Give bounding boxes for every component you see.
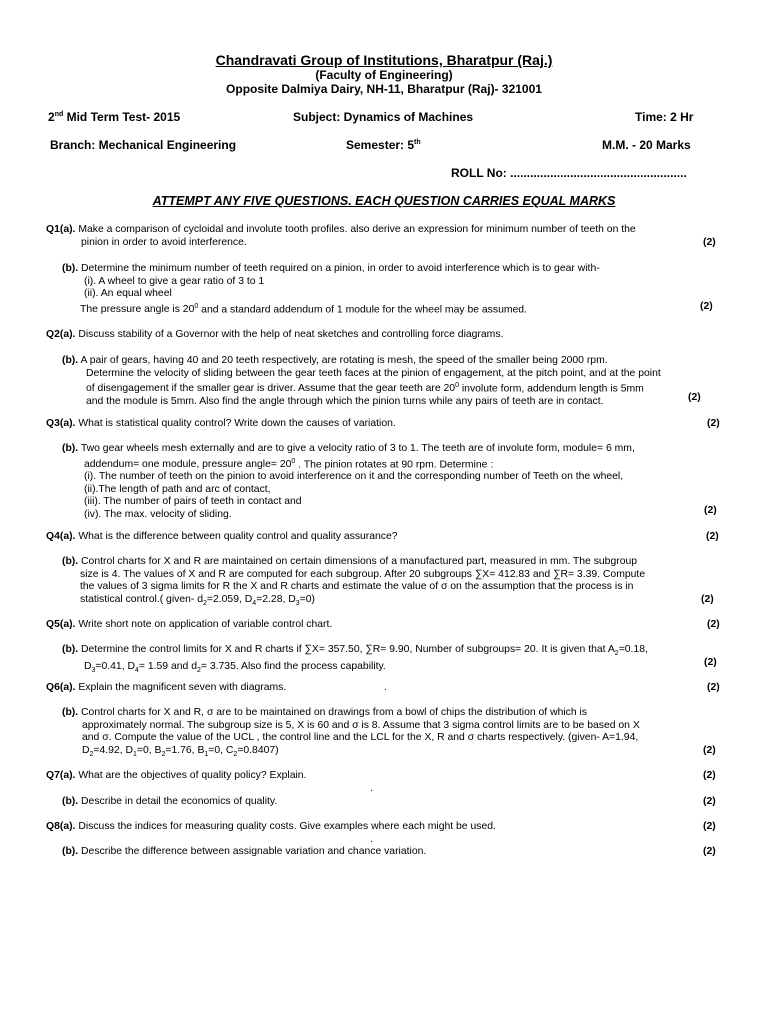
- question-q1b: (b). Determine the minimum number of teeth required on a pinion, in order to avoid interference which is to gear with- (i). A wheel to give a gear ratio of 3 to 1 (ii). An equal wheel The pressure angle is $20^0$ and a standard addendum of 1 module for the wheel may be assumed.: [62, 263, 600, 315]
- branch: Branch: Mechanical Engineering: [50, 138, 237, 152]
- marks: (2): [706, 531, 719, 542]
- marks: (2): [704, 657, 717, 668]
- stray-dot: .: [384, 682, 387, 693]
- marks: (2): [703, 846, 716, 857]
- question-q4b: (b). Control charts for X and R are maintained on certain dimensions of a manufactured part, measured in mm. The subgroup size is 4. The values of X and R are computed for each subgroup. After 20 subgroups ∑X= 412.83 and ∑R= 3.39. Compute the values of 3 sigma limits for R the X and R charts and estimate the value of σ on the assumption that the process is in statistical control.( given- $d_2=2.059$, $D_4=2.28$, $D_3=0$): [62, 556, 646, 607]
- question-q8a: Q8(a). Discuss the indices for measuring quality costs. Give examples where each might be used.: [46, 821, 496, 832]
- marks: (2): [703, 796, 716, 807]
- stray-dot: .: [370, 783, 373, 794]
- question-q1a: Q1(a). Make a comparison of cycloidal and involute tooth profiles. also derive an expression for minimum number of teeth on the pinion in order to avoid interference.: [46, 224, 636, 248]
- question-q2a: Q2(a). Discuss stability of a Governor with the help of neat sketches and controlling force diagrams.: [46, 329, 504, 340]
- instruction: ATTEMPT ANY FIVE QUESTIONS. EACH QUESTION CARRIES EQUAL MARKS: [152, 194, 616, 208]
- question-q2b: (b). A pair of gears, having 40 and 20 teeth respectively, are rotating is mesh, the speed of the smaller being 2000 rpm. Determine the velocity of sliding between the gear teeth faces at the pinion of engagement, at the pitch point, and at the point of disengagement if the smaller gear is driver. Assume that the gear teeth are $20^0$ involute form, addendum length is 5mm and the module is 5mm. Also find the angle through which the pinion turns while any pairs of teeth are in contact.: [62, 355, 661, 407]
- question-q3b: (b). Two gear wheels mesh externally and are to give a velocity ratio of 3 to 1. The teeth are of involute form, module= 6 mm, addendum= one module, pressure angle= $20^0$ . The pinion rotates at 90 rpm. Determine : (i). The number of teeth on the pinion to avoid interference on it and the corresponding number of Teeth on the wheel, (ii).The length of path and arc of contact, (iii). The number of pairs of teeth in contact and (iv). The max. velocity of sliding.: [62, 443, 635, 520]
- time: Time: 2 Hr: [635, 110, 694, 124]
- subject: Subject: Dynamics of Machines: [293, 110, 474, 124]
- question-q7a: Q7(a). What are the objectives of quality policy? Explain.: [46, 770, 307, 781]
- address-line: Opposite Dalmiya Dairy, NH-11, Bharatpur (Raj)- 321001: [226, 82, 542, 96]
- stray-dot: .: [370, 834, 373, 845]
- marks: (2): [707, 619, 720, 630]
- marks: (2): [704, 505, 717, 516]
- max-marks: M.M. - 20 Marks: [602, 138, 691, 152]
- marks: (2): [703, 770, 716, 781]
- question-q7b: (b). Describe in detail the economics of quality.: [62, 796, 278, 807]
- marks: (2): [707, 418, 720, 429]
- question-q3a: Q3(a). What is statistical quality control? Write down the causes of variation.: [46, 418, 396, 429]
- question-q4a: Q4(a). What is the difference between quality control and quality assurance?: [46, 531, 398, 542]
- question-q5b: (b). Determine the control limits for X and R charts if ∑X= 357.50, ∑R= 9.90, Number of subgroups= 20. It is given that $A_2=0.18$, $D_3=0.41$, $D_4= 1.59$ and $d_2= 3.735$. Also find the process capability.: [62, 644, 648, 674]
- roll-number: ROLL No: .....................................................: [451, 166, 687, 180]
- marks: (2): [703, 821, 716, 832]
- semester: Semester: 5th: [346, 138, 421, 152]
- test-name: 2nd Mid Term Test- 2015: [48, 110, 181, 124]
- question-label: Q1(a).: [46, 224, 76, 235]
- question-q8b: (b). Describe the difference between assignable variation and chance variation.: [62, 846, 427, 857]
- marks: (2): [701, 594, 714, 605]
- marks: (2): [700, 301, 713, 312]
- marks: (2): [688, 392, 701, 403]
- marks: (2): [707, 682, 720, 693]
- marks: (2): [703, 237, 716, 248]
- institution-title: Chandravati Group of Institutions, Bharatpur (Raj.): [215, 52, 553, 68]
- question-q5a: Q5(a). Write short note on application of variable control chart.: [46, 619, 333, 630]
- question-q6a: Q6(a). Explain the magnificent seven with diagrams.: [46, 682, 287, 693]
- question-q6b: (b). Control charts for X and R, σ are to be maintained on drawings from a bowl of chips the distribution of which is approximately normal. The subgroup size is 5, X is 60 and σ is 8. Assume that 3 sigma control limits are to be based on X and σ. Compute the value of the UCL , the control line and the LCL for the X, R and σ charts respectively. (given- A=1.94, $D_2=4.92$, $D_1=0$, $B_2=1.76$, $B_1=0$, $C_2=0.8407$): [62, 707, 640, 758]
- marks: (2): [703, 745, 716, 756]
- faculty-line: (Faculty of Engineering): [315, 68, 453, 82]
